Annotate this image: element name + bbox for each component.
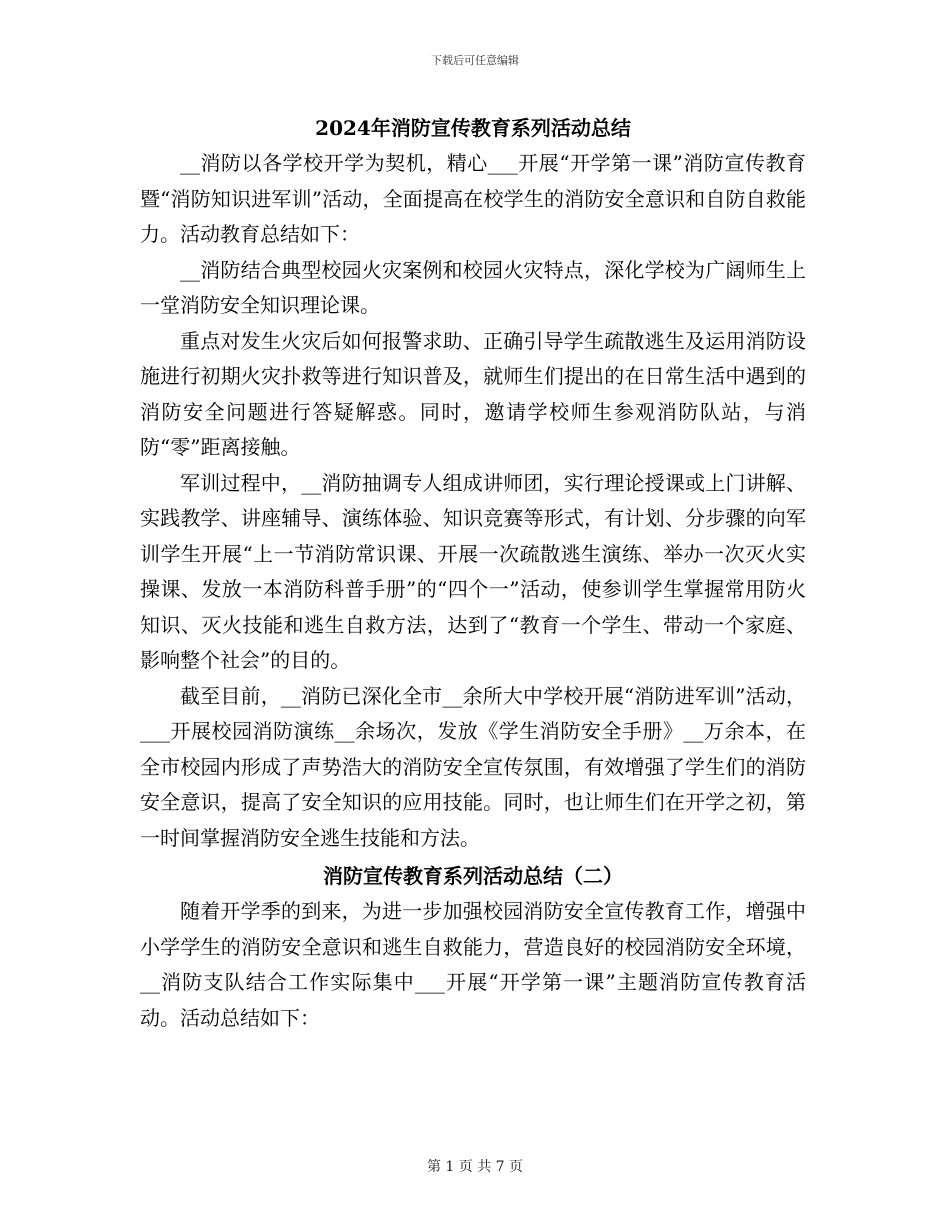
- paragraph: __消防以各学校开学为契机，精心___开展“开学第一课”消防宣传教育暨“消防知识进军训”活动，全面提高在校学生的消防安全意识和自防自救能力。活动教育总结如下：: [140, 151, 806, 246]
- paragraph: 军训过程中，__消防抽调专人组成讲师团，实行理论授课或上门讲解、实践教学、讲座辅导、演练体验、知识竞赛等形式，有计划、分步骤的向军训学生开展“上一节消防常识课、开展一次疏散逃生演练、举办一次灭火实操课、发放一本消防科普手册”的“四个一”活动，使参训学生掌握常用防火知识、灭火技能和逃生自救方法，达到了“教育一个学生、带动一个家庭、影响整个社会”的目的。: [140, 470, 806, 672]
- paragraph: 截至目前，__消防已深化全市__余所大中学校开展“消防进军训”活动，___开展校园消防演练__余场次，发放《学生消防安全手册》__万余本，在全市校园内形成了声势浩大的消防安全宣传氛围，有效增强了学生们的消防安全意识，提高了安全知识的应用技能。同时，也让师生们在开学之初，第一时间掌握消防安全逃生技能和方法。: [140, 683, 806, 850]
- page-number: 第 1 页 共 7 页: [426, 1159, 524, 1175]
- document-body: [140, 112, 806, 1036]
- document-title: 2024年消防宣传教育系列活动总结: [315, 116, 631, 140]
- paragraph: __消防结合典型校园火灾案例和校园火灾特点，深化学校为广阔师生上一堂消防安全知识理论课。: [140, 257, 806, 317]
- paragraph: 重点对发生火灾后如何报警求助、正确引导学生疏散逃生及运用消防设施进行初期火灾扑救等进行知识普及，就师生们提出的在日常生活中遇到的消防安全问题进行答疑解惑。同时，邀请学校师生参观消防队站，与消防“零”距离接触。: [140, 328, 806, 459]
- section-subtitle: 消防宣传教育系列活动总结（二）: [323, 864, 623, 888]
- paragraph: 随着开学季的到来，为进一步加强校园消防安全宣传教育工作，增强中小学学生的消防安全意识和逃生自救能力，营造良好的校园消防安全环境，__消防支队结合工作实际集中___开展“开学第一课”主题消防宣传教育活动。活动总结如下：: [140, 899, 806, 1030]
- header-note: 下载后可任意编辑: [431, 54, 519, 67]
